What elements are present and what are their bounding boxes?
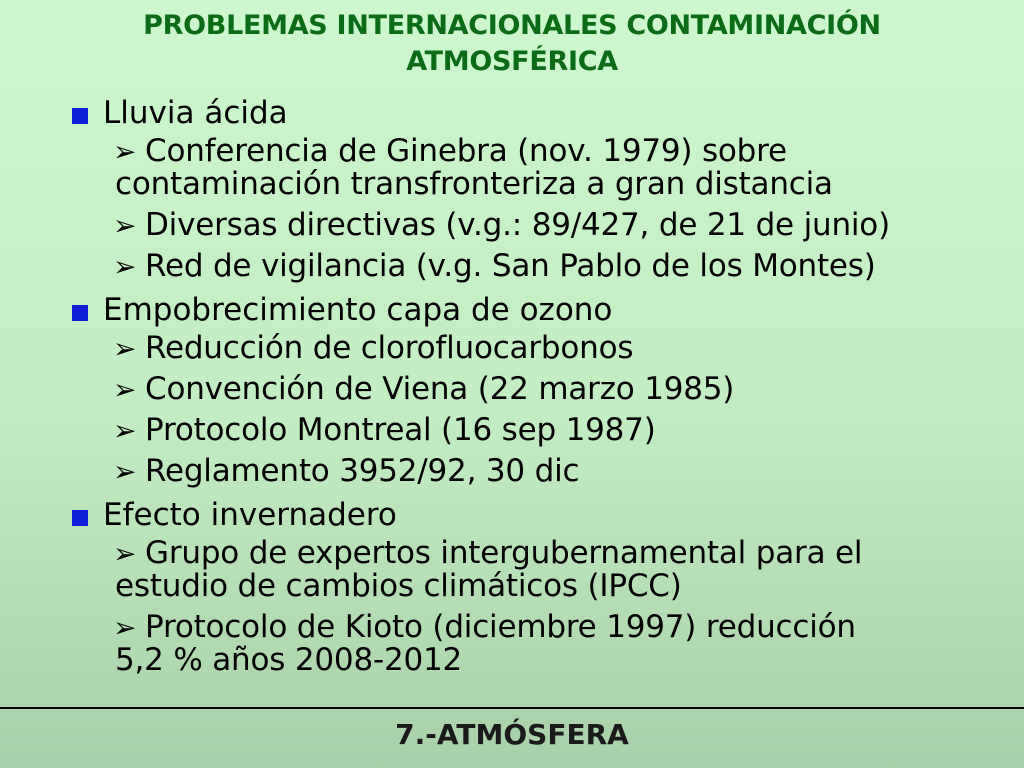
arrowhead-icon: ➢	[113, 135, 137, 168]
sub-item	[113, 135, 1012, 201]
sub-item-text: Diversas directivas (v.g.: 89/427, de 21 de junio)	[145, 207, 890, 243]
arrowhead-icon: ➢	[113, 250, 137, 283]
sub-item-text: Reducción de clorofluocarbonos	[145, 330, 634, 366]
sub-item-text: Protocolo de Kioto (diciembre 1997) reducción	[145, 609, 856, 645]
slide-title-line2: ATMOSFÉRICA	[406, 46, 618, 77]
sub-item-text: Protocolo Montreal (16 sep 1987)	[145, 412, 656, 448]
arrowhead-icon: ➢	[113, 373, 137, 406]
sub-item	[113, 250, 1012, 283]
bullet-label: Efecto invernadero	[103, 497, 397, 533]
sub-item	[113, 209, 1012, 242]
sub-item	[113, 414, 1012, 447]
sub-item-text-cont: contaminación transfronteriza a gran distancia	[115, 166, 833, 202]
arrowhead-icon: ➢	[113, 332, 137, 365]
bullet-list	[68, 94, 1012, 685]
sub-item-text: Reglamento 3952/92, 30 dic	[145, 453, 580, 489]
slide-title-line1: PROBLEMAS INTERNACIONALES CONTAMINACIÓN	[143, 10, 881, 41]
blue-square-icon	[72, 108, 88, 124]
slide-title	[40, 8, 984, 80]
sub-item	[113, 373, 1012, 406]
bullet-capa-ozono	[68, 291, 1012, 329]
sub-item	[113, 537, 1012, 603]
bullet-lluvia-acida	[68, 94, 1012, 132]
footer-divider	[0, 707, 1024, 709]
bullet-efecto-invernadero	[68, 496, 1012, 534]
arrowhead-icon: ➢	[113, 414, 137, 447]
sub-item	[113, 455, 1012, 488]
arrowhead-icon: ➢	[113, 611, 137, 644]
arrowhead-icon: ➢	[113, 455, 137, 488]
sub-item-text: Conferencia de Ginebra (nov. 1979) sobre	[145, 133, 787, 169]
sub-item	[113, 611, 1012, 677]
sub-item-text: Convención de Viena (22 marzo 1985)	[145, 371, 735, 407]
arrowhead-icon: ➢	[113, 209, 137, 242]
blue-square-icon	[72, 305, 88, 321]
bullet-label: Lluvia ácida	[103, 95, 288, 131]
sub-item-text: Grupo de expertos intergubernamental para el	[145, 535, 863, 571]
bullet-label: Empobrecimiento capa de ozono	[103, 292, 613, 328]
footer-label: 7.-ATMÓSFERA	[395, 718, 629, 751]
sub-item-text-cont: estudio de cambios climáticos (IPCC)	[115, 568, 682, 604]
sub-item-text-cont: 5,2 % años 2008-2012	[115, 642, 463, 678]
sub-item	[113, 332, 1012, 365]
arrowhead-icon: ➢	[113, 537, 137, 570]
sub-item-text: Red de vigilancia (v.g. San Pablo de los Montes)	[145, 248, 876, 284]
blue-square-icon	[72, 510, 88, 526]
